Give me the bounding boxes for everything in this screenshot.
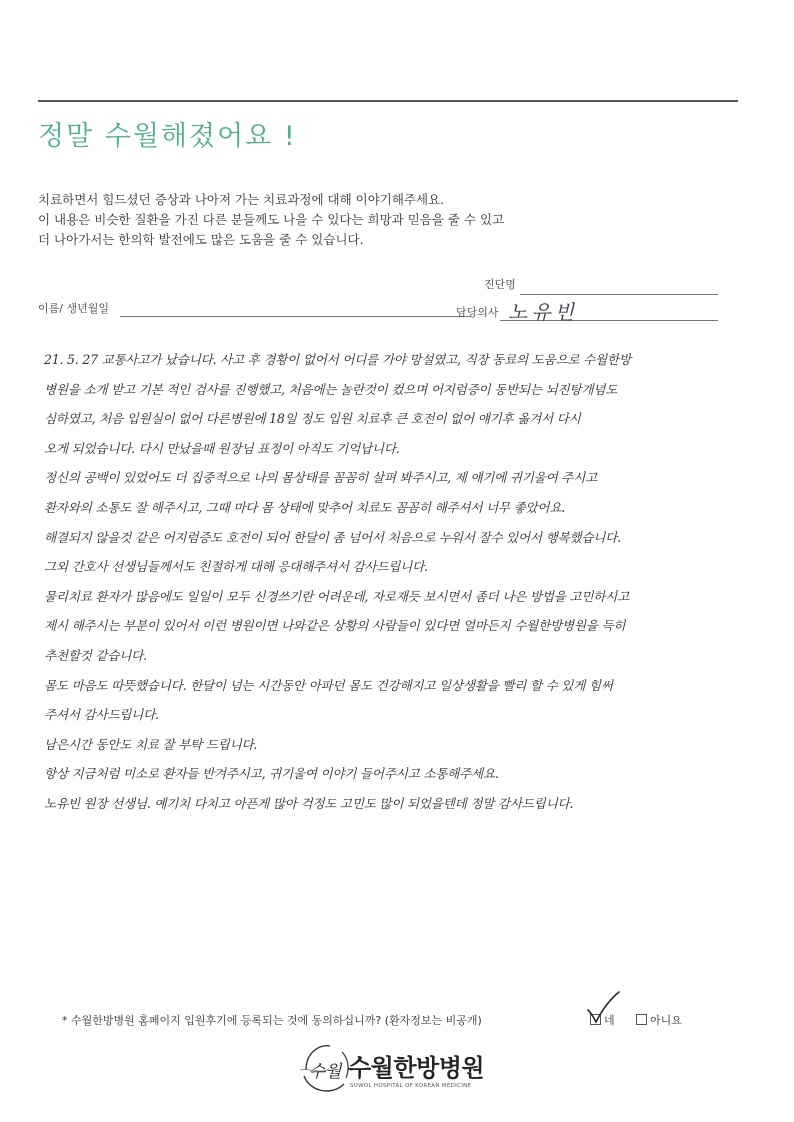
review-line: 노유빈 원장 선생님. 예기치 다치고 아픈게 많아 걱정도 고민도 많이 되었을텐데 정말 감사드립니다. <box>44 795 574 811</box>
name-birth-field[interactable] <box>120 316 470 317</box>
review-line: 심하였고, 처음 입원실이 없어 다른병원에 18일 정도 입원 치료후 큰 호전이 없어 얘기후 옮겨서 다시 <box>44 411 581 427</box>
consent-question: * 수월한방병원 홈페이지 입원후기에 등록되는 것에 동의하십니까? (환자정보는 비공개) <box>62 1014 482 1027</box>
review-line: 추천할것 같습니다. <box>44 647 147 663</box>
review-line: 병원을 소개 받고 기본 적인 검사를 진행했고, 처음에는 놀란것이 컸으며 어지럼증이 동반되는 뇌진탕개념도 <box>44 381 618 397</box>
consent-no-option[interactable] <box>636 1012 682 1028</box>
diagnosis-label: 진단명 <box>484 278 516 291</box>
intro-line: 치료하면서 힘드셨던 증상과 나아져 가는 치료과정에 대해 이야기해주세요. <box>38 192 445 207</box>
review-line: 주셔서 감사드립니다. <box>44 707 159 723</box>
review-line: 해결되지 않을것 같은 어지럼증도 호전이 되어 한달이 좀 넘어서 처음으로 누워서 잘수 있어서 행복했습니다. <box>44 529 621 545</box>
review-line: 남은시간 동안도 치료 잘 부탁 드립니다. <box>44 736 258 752</box>
top-rule <box>38 100 738 102</box>
review-line: 21. 5. 27 교통사고가 났습니다. 사고 후 경황이 없어서 어디를 가야 망설였고, 직장 동료의 도움으로 수월한방 <box>44 352 631 367</box>
review-line: 환자와의 소통도 잘 해주시고, 그때 마다 몸 상태에 맞추어 치료도 꼼꼼히 해주셔서 너무 좋았어요. <box>44 499 566 515</box>
review-line: 물리치료 환자가 많음에도 일일이 모두 신경쓰기란 어려운데, 자로재듯 보시면서 좀더 나은 방법을 고민하시고 <box>44 588 629 604</box>
intro-line: 더 나아가서는 한의학 발전에도 많은 도움을 줄 수 있습니다. <box>38 232 364 247</box>
intro-text <box>38 190 504 250</box>
logo-emblem-text: 수월 <box>308 1062 342 1082</box>
review-text <box>44 345 750 819</box>
review-line: 몸도 마음도 따뜻했습니다. 한달이 넘는 시간동안 아파던 몸도 건강해지고 일상생활을 빨리 할 수 있게 힘써 <box>44 677 613 693</box>
handwritten-checkmark-icon <box>585 990 621 1026</box>
review-line: 제시 해주시는 부분이 있어서 이런 병원이면 나와같은 상황의 사람들이 있다면 얼마든지 수월한방병원을 득히 <box>44 618 626 634</box>
name-birth-label: 이름/ 생년월일 <box>38 302 109 315</box>
doctor-name-handwritten: 노유빈 <box>508 300 578 324</box>
no-label: 아니요 <box>650 1014 682 1027</box>
no-checkbox[interactable] <box>636 1014 647 1025</box>
doctor-label: 담당의사 <box>456 306 499 319</box>
yes-label: 네 <box>604 1014 615 1027</box>
hospital-name-english: SUWOL HOSPITAL OF KOREAN MEDICINE <box>350 1083 472 1089</box>
diagnosis-field[interactable] <box>520 294 718 295</box>
review-line: 오게 되었습니다. 다시 만났을때 원장님 표정이 아직도 기억납니다. <box>44 440 400 456</box>
review-line: 정신의 공백이 있었어도 더 집중적으로 나의 몸상태를 꼼꼼히 살펴 봐주시고, 제 얘기에 귀기울여 주시고 <box>44 470 597 486</box>
review-line: 항상 지금처럼 미소로 환자들 반겨주시고, 귀기울여 이야기 들어주시고 소통해주세요. <box>44 766 499 782</box>
page-title: 정말 수월해졌어요 ! <box>38 121 297 152</box>
hospital-name: 수월한방병원 <box>348 1054 485 1082</box>
review-line: 그외 간호사 선생님들께서도 친절하게 대해 응대해주셔서 감사드립니다. <box>44 559 428 575</box>
intro-line: 이 내용은 비슷한 질환을 가진 다른 분들께도 나을 수 있다는 희망과 믿음을 줄 수 있고 <box>38 212 505 227</box>
